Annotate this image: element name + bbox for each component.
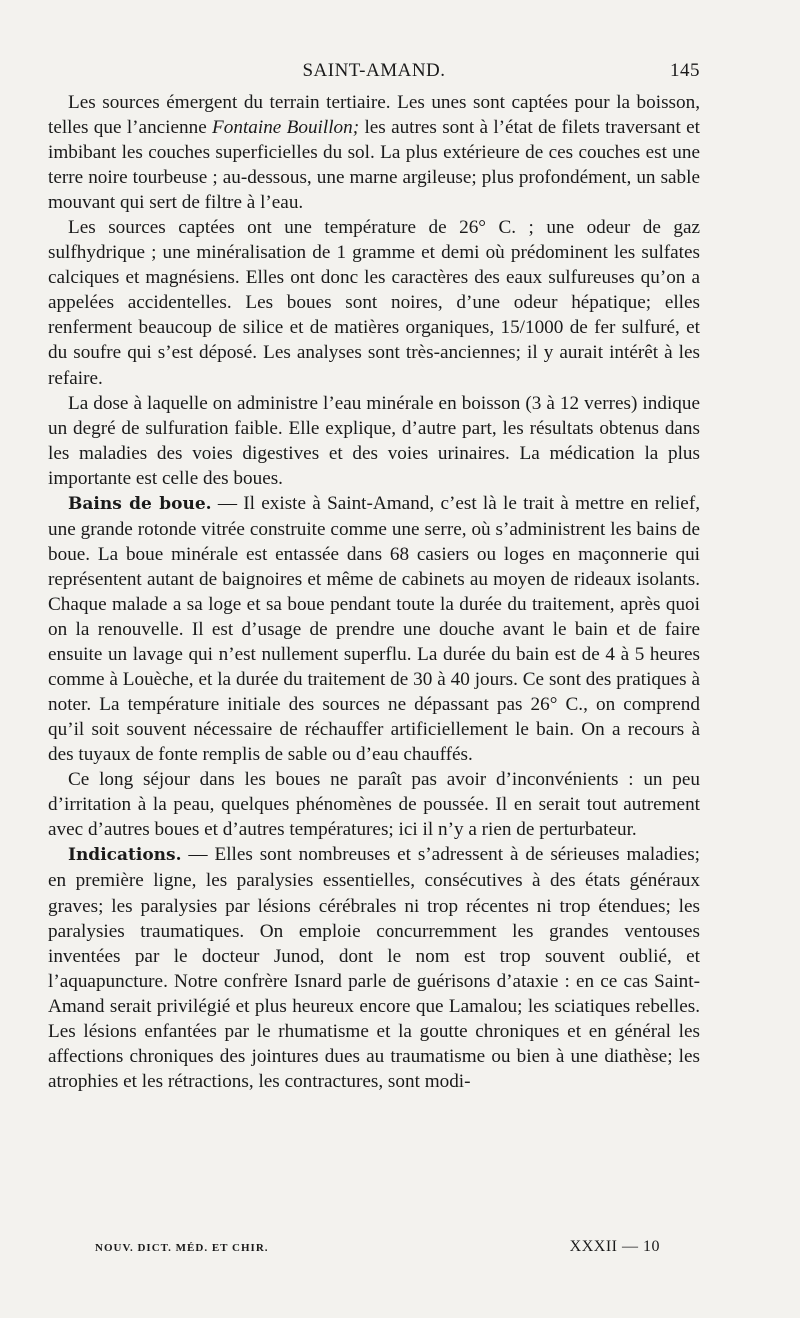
fontaine-bouillon-italic: Fontaine Bouillon; [212, 117, 360, 139]
paragraph-dose: La dose à laquelle on administre l’eau minérale en boisson (3 à 12 verres) indique un degré de sulfuration faible. Elle explique, d’autre part, les résultats obtenus dans les maladies des voies digestives et des voies urinaires. La médication la plus importante est celle des boues. [48, 392, 700, 489]
paragraph-sources-text-a: Les sources émergent du terrain tertiaire. Les unes sont captées pour la boisson, telles que l’ancienne [48, 92, 700, 139]
paragraph-sources [48, 90, 700, 215]
running-title: SAINT-AMAND. [302, 60, 446, 81]
paragraph-indications-text: — Elles sont nombreuses et s’adressent à de sérieuses maladies; en première ligne, les paralysies essentielles, consécutives à des états généraux graves; les paralysies par lésions cérébrales ni trop récentes ni trop étendues; les paralysies traumatiques. On emploie concurremment les grandes ventouses inventées par le docteur Junod, dont le nom est trop souvent oublié, et l’aquapuncture. Notre confrère Isnard parle de guérisons d’ataxie : en ce cas Saint-Amand serait privilégié et plus heureux encore que Lamalou; les sciatiques rebelles. Les lésions enfantées par le rhumatisme et la goutte chroniques et en général les affections chroniques des jointures dues au traumatisme ou bien à une diathèse; les atrophies et les rétractions, les contractures, sont modi- [48, 844, 700, 1092]
section-heading-indications: Indications. [68, 845, 182, 866]
paragraph-sources-text-b: les autres sont à l’état de filets traversant et imbibant les couches superficielles du sol. La plus extérieure de ces couches est une terre noire tourbeuse ; au-dessous, une marne argileuse; plus profondément, un sable mouvant qui sert de filtre à l’eau. [48, 117, 700, 214]
paragraph-indications [48, 842, 700, 1093]
section-heading-bains-de-boue: Bains de boue. [68, 493, 212, 514]
footer-signature: NOUV. DICT. MÉD. ET CHIR. [95, 1242, 269, 1254]
page-number: 145 [670, 60, 700, 81]
footer-volume: XXXII — 10 [569, 1238, 660, 1255]
paragraph-sejour: Ce long séjour dans les boues ne paraît pas avoir d’inconvénients : un peu d’irritation à la peau, quelques phénomènes de poussée. Il en serait tout autrement avec d’autres boues et d’autres températures; ici il n’y a rien de perturbateur. [48, 769, 700, 841]
running-head [48, 60, 700, 90]
paragraph-bains-de-boue-text: — Il existe à Saint-Amand, c’est là le trait à mettre en relief, une grande rotonde vitrée construite comme une serre, où s’administrent les bains de boue. La boue minérale est entassée dans 68 casiers ou loges en maçonnerie qui représentent autant de baignoires et même de cabinets au moyen de rideaux isolants. Chaque malade a sa loge et sa boue pendant toute la durée du traitement, après quoi on la renouvelle. Il est d’usage de prendre une douche avant le bain et de faire ensuite un lavage qui n’est nullement superflu. La durée du bain est de 4 à 5 heures comme à Louèche, et la durée du traitement de 30 à 40 jours. Ce sont des pratiques à noter. La température initiale des sources ne dépassant pas 26° C., on comprend qu’il soit souvent nécessaire de réchauffer artificiellement le bain. On a recours à des tuyaux de fonte remplis de sable ou d’eau chauffés. [48, 492, 701, 766]
body-text [48, 90, 700, 1094]
paragraph-temperature: Les sources captées ont une température de 26° C. ; une odeur de gaz sulfhydrique ; une minéralisation de 1 gramme et demi où prédominent les sulfates calciques et magnésiens. Elles ont donc les caractères des eaux sulfureuses qu’on a appelées accidentelles. Les boues sont noires, d’une odeur hépatique; elles renferment beaucoup de silice et de matières organiques, 15/1000 de fer sulfuré, et du soufre qui s’est déposé. Les analyses sont très-anciennes; il y aurait intérêt à les refaire. [48, 217, 700, 389]
paragraph-bains-de-boue [48, 491, 700, 768]
